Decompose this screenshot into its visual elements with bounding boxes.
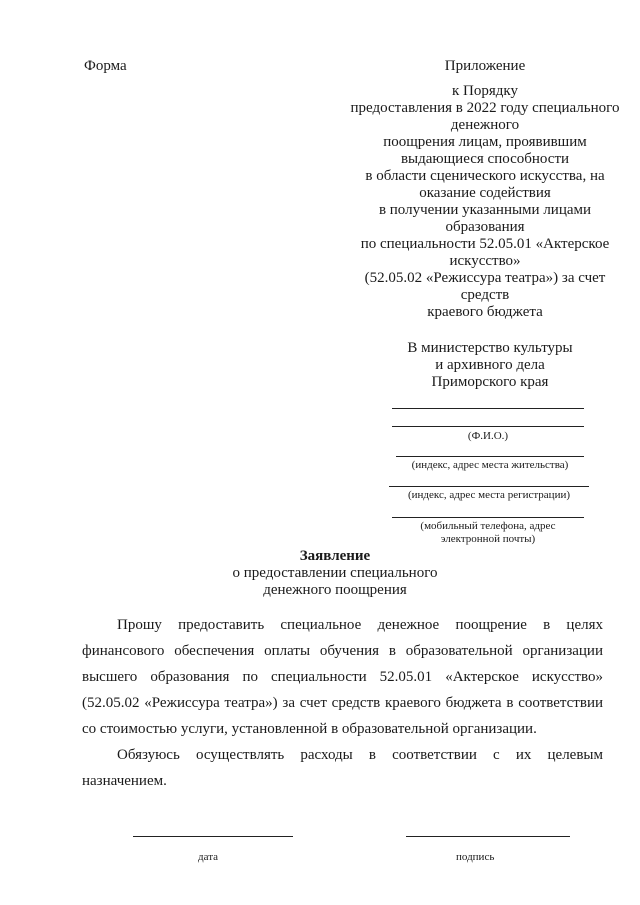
appendix-line: в области сценического искусства, на bbox=[365, 168, 605, 184]
registration-line[interactable] bbox=[389, 486, 589, 487]
date-label: дата bbox=[198, 851, 219, 863]
appendix-line: искусство» bbox=[449, 253, 521, 269]
appendix-line: (52.05.02 «Режиссура театра») за счет bbox=[364, 270, 606, 286]
contact-line[interactable] bbox=[392, 517, 584, 518]
fio-line-1[interactable] bbox=[392, 408, 584, 409]
appendix-line: по специальности 52.05.01 «Актерское bbox=[360, 236, 610, 252]
obligation-paragraph: Обязуюсь осуществлять расходы в соответствии с их целевым назначением. bbox=[82, 747, 603, 789]
appendix-line: денежного bbox=[450, 117, 520, 133]
appendix-line: краевого бюджета bbox=[427, 304, 543, 320]
appendix-line: средств bbox=[460, 287, 510, 303]
appendix-line: предоставления в 2022 году специального bbox=[350, 100, 620, 116]
registration-caption: (индекс, адрес места регистрации) bbox=[407, 489, 571, 501]
fio-caption: (Ф.И.О.) bbox=[467, 430, 509, 442]
residence-caption: (индекс, адрес места жительства) bbox=[411, 459, 569, 471]
addressee-line: и архивного дела bbox=[435, 357, 545, 373]
date-line[interactable] bbox=[133, 836, 293, 837]
addressee-line: Приморского края bbox=[431, 374, 549, 390]
document-title-block bbox=[200, 548, 470, 599]
addressee-line: В министерство культуры bbox=[407, 340, 573, 356]
appendix-block bbox=[330, 58, 640, 321]
appendix-line: к Порядку bbox=[452, 83, 518, 99]
document-title: Заявление bbox=[299, 548, 371, 564]
appendix-title: Приложение bbox=[444, 58, 526, 74]
fio-line-2[interactable] bbox=[392, 426, 584, 427]
contact-caption-line2: электронной почты) bbox=[440, 533, 536, 545]
document-subtitle: денежного поощрения bbox=[263, 582, 407, 598]
signature-line[interactable] bbox=[406, 836, 570, 837]
appendix-line: в получении указанными лицами bbox=[378, 202, 592, 218]
signature-label: подпись bbox=[456, 851, 495, 863]
appendix-line: образования bbox=[445, 219, 525, 235]
appendix-line: выдающиеся способности bbox=[400, 151, 570, 167]
document-body bbox=[82, 612, 603, 794]
addressee-block bbox=[380, 340, 600, 391]
form-label: Форма bbox=[84, 58, 127, 74]
appendix-line: оказание содействия bbox=[419, 185, 551, 201]
residence-line[interactable] bbox=[396, 456, 584, 457]
appendix-line: поощрения лицам, проявившим bbox=[383, 134, 587, 150]
document-subtitle: о предоставлении специального bbox=[232, 565, 438, 581]
contact-caption-line1: (мобильный телефона, адрес bbox=[420, 520, 556, 532]
request-paragraph: Прошу предоставить специальное денежное поощрение в целях финансового обеспечения оплаты обучения в образовательной организации высшего образования по специальности 52.05.01 «Актерское искусство» (52.05.02 «Режиссура театра») за счет средств краевого бюджета в соответствии со стоимостью услуги, установленной в образовательной организации. bbox=[82, 617, 603, 737]
